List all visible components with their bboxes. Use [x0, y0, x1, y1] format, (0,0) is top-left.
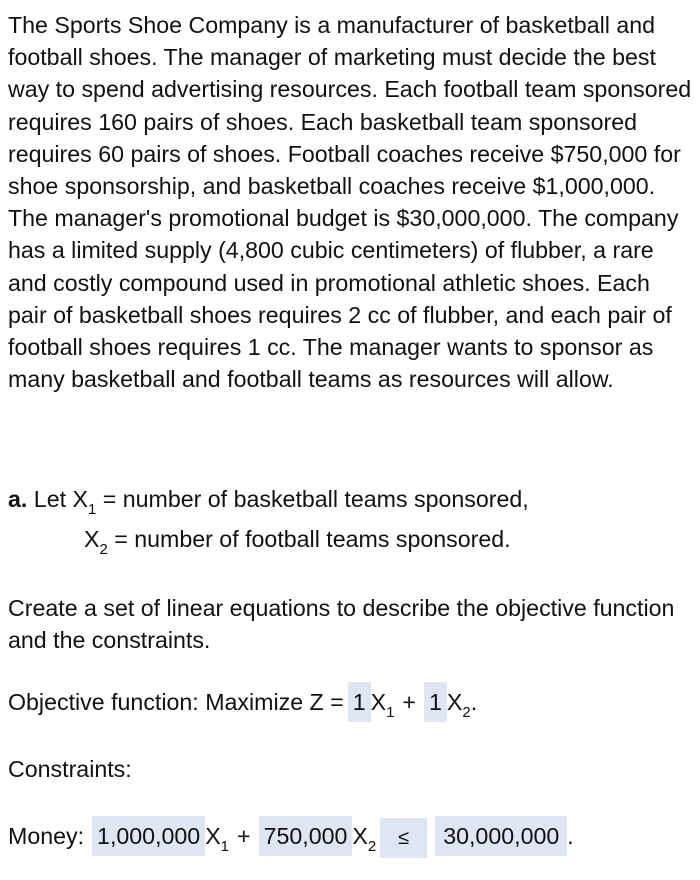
instructions-text: Create a set of linear equations to describe the objective function and the constraints. [8, 595, 675, 654]
x1-definition: = number of basketball teams sponsored, [96, 486, 529, 512]
problem-statement: The Sports Shoe Company is a manufacturer of basketball and football shoes. The manager of marketing must decide the best way to spend advertising resources. Each football team sponsored requires 160 pairs of shoes. Each basketball team sponsored requires 60 pairs of shoes. Football coaches receive $750,000 for shoe sponsorship, and basketball coaches receive $1,000,000. The manager's promotional budget is $30,000,000. The company has a limited supply (4,800 cubic centimeters) of flubber, a rare and costly compound used in promotional athletic shoes. Each pair of basketball shoes requires 2 cc of flubber, and each pair of football shoes requires 1 cc. The manager wants to sponsor as many basketball and football teams as resources will allow. [8, 12, 692, 393]
objective-prefix: Objective function: Maximize Z = [8, 689, 344, 715]
money-var-x2: X [352, 823, 368, 849]
objective-coef-x2-input[interactable]: 1 [424, 682, 447, 722]
objective-var-x1: X [370, 689, 387, 715]
objective-sub-x1: 1 [386, 704, 395, 721]
money-rhs-input[interactable]: 30,000,000 [435, 816, 567, 856]
money-end: . [567, 823, 574, 849]
objective-sub-x2: 2 [462, 704, 471, 721]
x2-variable: X [84, 526, 100, 552]
money-coef-x2-input[interactable]: 750,000 [259, 816, 353, 856]
money-label: Money: [8, 823, 85, 849]
money-plus: + [237, 823, 251, 849]
x2-definition: = number of football teams sponsored. [107, 526, 511, 552]
money-constraint [8, 816, 574, 858]
part-label: a. [8, 486, 28, 512]
objective-function [8, 682, 477, 722]
x1-subscript: 1 [87, 501, 97, 518]
constraints-label: Constraints: [8, 756, 132, 782]
money-var-x1: X [205, 823, 221, 849]
objective-end: . [470, 689, 478, 715]
variable-definition-x1 [8, 486, 529, 518]
objective-var-x2: X [446, 689, 463, 715]
money-sub-x2: 2 [367, 838, 377, 855]
money-coef-x1-input[interactable]: 1,000,000 [92, 816, 205, 856]
objective-coef-x1-input[interactable]: 1 [348, 682, 371, 722]
money-sub-x1: 1 [220, 838, 230, 855]
variable-definition-x2 [84, 526, 511, 558]
let-text: Let X [33, 486, 88, 512]
x2-subscript: 2 [99, 541, 108, 558]
money-relation-select[interactable]: ≤ [380, 818, 427, 858]
objective-plus: + [402, 689, 416, 715]
